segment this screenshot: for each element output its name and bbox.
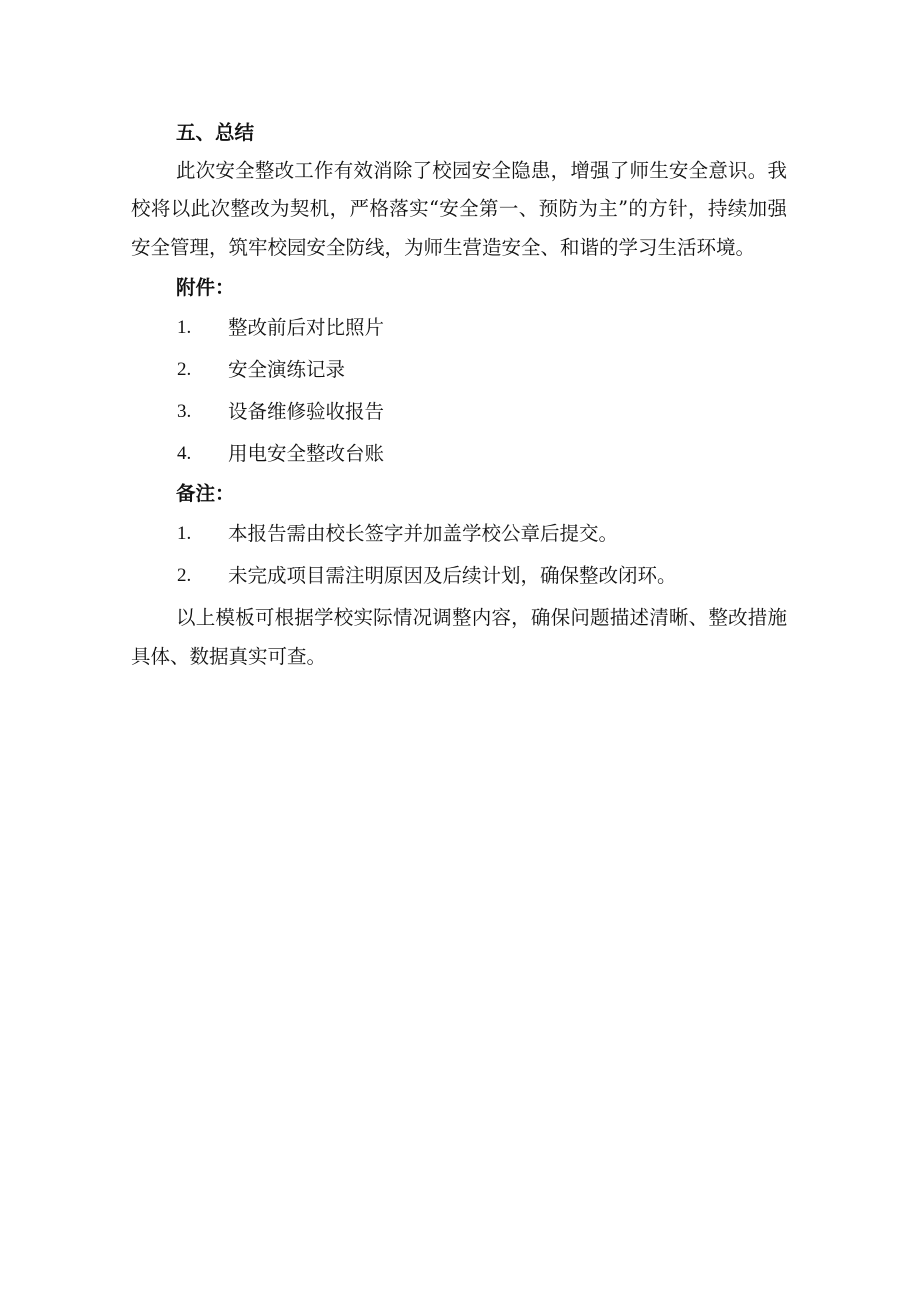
list-item <box>131 391 787 433</box>
list-item-text: 用电安全整改台账 <box>228 442 385 466</box>
list-item-number: 4. <box>177 443 192 465</box>
list-item-text: 安全演练记录 <box>228 358 346 382</box>
attachments-list <box>131 307 787 475</box>
list-item-number: 1. <box>177 317 192 339</box>
attachments-heading: 附件： <box>176 276 235 300</box>
list-item-number: 1. <box>177 523 192 545</box>
list-item <box>131 513 787 555</box>
list-item-number: 3. <box>177 401 192 423</box>
list-item <box>131 349 787 391</box>
summary-paragraph: 此次安全整改工作有效消除了校园安全隐患，增强了师生安全意识。我校将以此次整改为契机，严格落实“安全第一、预防为主”的方针，持续加强安全管理，筑牢校园安全防线，为师生营造安全、和谐的学习生活环境。 <box>131 159 787 259</box>
list-item <box>131 433 787 475</box>
summary-heading: 五、总结 <box>176 121 255 144</box>
list-item-number: 2. <box>177 359 192 381</box>
notes-heading: 备注： <box>176 482 235 506</box>
list-item <box>131 307 787 349</box>
list-item-text: 本报告需由校长签字并加盖学校公章后提交。 <box>228 522 619 546</box>
list-item-text: 整改前后对比照片 <box>228 316 385 340</box>
closing-paragraph: 以上模板可根据学校实际情况调整内容，确保问题描述清晰、整改措施具体、数据真实可查。 <box>131 606 787 668</box>
list-item-text: 未完成项目需注明原因及后续计划，确保整改闭环。 <box>228 564 677 588</box>
document-body <box>131 114 787 676</box>
list-item-text: 设备维修验收报告 <box>228 400 385 424</box>
list-item-number: 2. <box>177 565 192 587</box>
notes-list <box>131 513 787 597</box>
list-item <box>131 555 787 597</box>
